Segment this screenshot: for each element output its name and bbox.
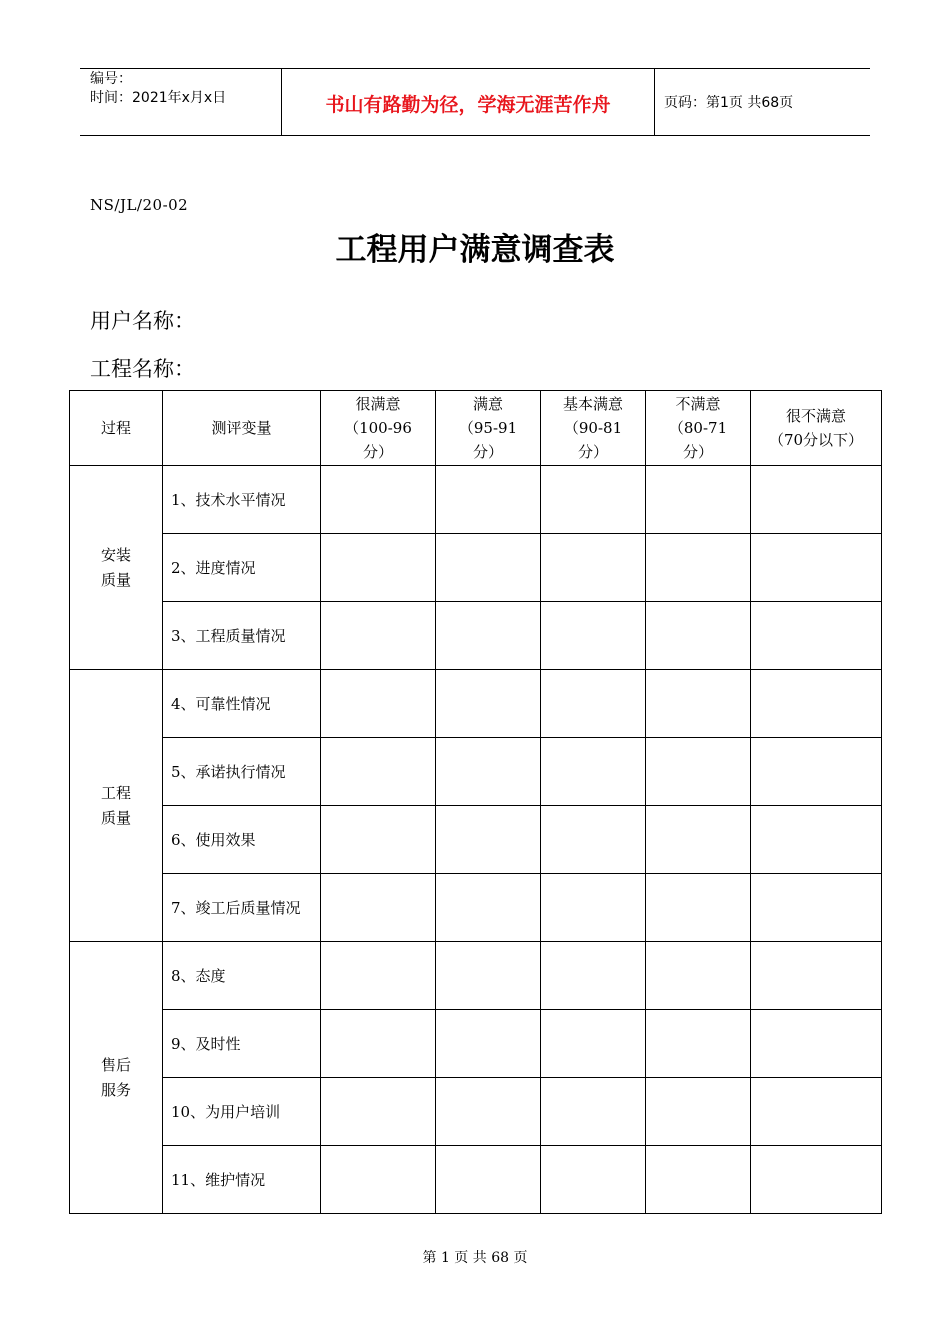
document-code: NS/JL/20-02 bbox=[90, 196, 189, 214]
serial-label: 编号： bbox=[90, 71, 132, 87]
rating-cell[interactable] bbox=[541, 670, 646, 738]
rating-cell[interactable] bbox=[646, 534, 751, 602]
table-row bbox=[70, 738, 882, 806]
time-label: 时间：2021年x月x日 bbox=[90, 90, 227, 106]
rating-cell[interactable] bbox=[541, 806, 646, 874]
rating-cell[interactable] bbox=[321, 602, 436, 670]
rating-cell[interactable] bbox=[321, 534, 436, 602]
rating-cell[interactable] bbox=[541, 534, 646, 602]
header-motto: 书山有路勤为径，学海无涯苦作舟 bbox=[325, 94, 611, 116]
header-page-info: 页码：第1页 共68页 bbox=[664, 95, 794, 111]
variable-label: 10、为用户培训 bbox=[163, 1078, 321, 1146]
rating-cell[interactable] bbox=[541, 602, 646, 670]
rating-cell[interactable] bbox=[321, 1010, 436, 1078]
rating-cell[interactable] bbox=[436, 738, 541, 806]
rating-cell[interactable] bbox=[751, 466, 882, 534]
rating-cell[interactable] bbox=[541, 738, 646, 806]
header-variable: 测评变量 bbox=[163, 391, 321, 466]
rating-cell[interactable] bbox=[751, 1078, 882, 1146]
rating-cell[interactable] bbox=[646, 1010, 751, 1078]
rating-cell[interactable] bbox=[321, 1146, 436, 1214]
table-row bbox=[70, 1146, 882, 1214]
rating-cell[interactable] bbox=[321, 466, 436, 534]
table-row bbox=[70, 466, 882, 534]
project-name-label: 工程名称： bbox=[90, 357, 195, 381]
table-row bbox=[70, 874, 882, 942]
variable-label: 3、工程质量情况 bbox=[163, 602, 321, 670]
table-row bbox=[70, 670, 882, 738]
variable-label: 2、进度情况 bbox=[163, 534, 321, 602]
table-row bbox=[70, 1010, 882, 1078]
rating-cell[interactable] bbox=[436, 1146, 541, 1214]
header-basically-satisfied: 基本满意 （90-81 分） bbox=[541, 391, 646, 466]
rating-cell[interactable] bbox=[321, 670, 436, 738]
table-row bbox=[70, 1078, 882, 1146]
rating-cell[interactable] bbox=[541, 874, 646, 942]
rating-cell[interactable] bbox=[436, 1078, 541, 1146]
page-footer: 第 1 页 共 68 页 bbox=[422, 1250, 528, 1266]
page-title: 工程用户满意调查表 bbox=[335, 232, 615, 268]
variable-label: 8、态度 bbox=[163, 942, 321, 1010]
table-header-row bbox=[70, 391, 882, 466]
rating-cell[interactable] bbox=[751, 1010, 882, 1078]
rating-cell[interactable] bbox=[751, 806, 882, 874]
header-top-rule bbox=[80, 68, 870, 69]
rating-cell[interactable] bbox=[436, 942, 541, 1010]
variable-label: 7、竣工后质量情况 bbox=[163, 874, 321, 942]
table-row bbox=[70, 534, 882, 602]
header-satisfied: 满意 （95-91 分） bbox=[436, 391, 541, 466]
rating-cell[interactable] bbox=[646, 806, 751, 874]
rating-cell[interactable] bbox=[751, 874, 882, 942]
variable-label: 5、承诺执行情况 bbox=[163, 738, 321, 806]
rating-cell[interactable] bbox=[436, 670, 541, 738]
rating-cell[interactable] bbox=[751, 942, 882, 1010]
rating-cell[interactable] bbox=[751, 602, 882, 670]
rating-cell[interactable] bbox=[646, 466, 751, 534]
rating-cell[interactable] bbox=[321, 942, 436, 1010]
rating-cell[interactable] bbox=[646, 670, 751, 738]
rating-cell[interactable] bbox=[751, 534, 882, 602]
rating-cell[interactable] bbox=[321, 738, 436, 806]
process-installation-quality: 安装 质量 bbox=[70, 466, 163, 670]
rating-cell[interactable] bbox=[436, 1010, 541, 1078]
rating-cell[interactable] bbox=[436, 806, 541, 874]
rating-cell[interactable] bbox=[541, 1146, 646, 1214]
table-row bbox=[70, 602, 882, 670]
variable-label: 11、维护情况 bbox=[163, 1146, 321, 1214]
rating-cell[interactable] bbox=[646, 1078, 751, 1146]
rating-cell[interactable] bbox=[541, 1078, 646, 1146]
rating-cell[interactable] bbox=[436, 602, 541, 670]
header-very-satisfied: 很满意 （100-96 分） bbox=[321, 391, 436, 466]
rating-cell[interactable] bbox=[751, 1146, 882, 1214]
variable-label: 1、技术水平情况 bbox=[163, 466, 321, 534]
rating-cell[interactable] bbox=[751, 670, 882, 738]
rating-cell[interactable] bbox=[436, 874, 541, 942]
rating-cell[interactable] bbox=[646, 738, 751, 806]
survey-table bbox=[69, 390, 882, 1214]
rating-cell[interactable] bbox=[751, 738, 882, 806]
variable-label: 9、及时性 bbox=[163, 1010, 321, 1078]
header-divider-right bbox=[654, 68, 655, 136]
rating-cell[interactable] bbox=[541, 1010, 646, 1078]
variable-label: 6、使用效果 bbox=[163, 806, 321, 874]
rating-cell[interactable] bbox=[321, 1078, 436, 1146]
rating-cell[interactable] bbox=[646, 874, 751, 942]
rating-cell[interactable] bbox=[321, 874, 436, 942]
header-very-unsatisfied: 很不满意 （70分以下） bbox=[751, 391, 882, 466]
rating-cell[interactable] bbox=[646, 602, 751, 670]
process-engineering-quality: 工程 质量 bbox=[70, 670, 163, 942]
user-name-label: 用户名称： bbox=[90, 309, 195, 333]
rating-cell[interactable] bbox=[436, 466, 541, 534]
table-row bbox=[70, 942, 882, 1010]
rating-cell[interactable] bbox=[436, 534, 541, 602]
rating-cell[interactable] bbox=[646, 942, 751, 1010]
rating-cell[interactable] bbox=[541, 466, 646, 534]
rating-cell[interactable] bbox=[321, 806, 436, 874]
header-bottom-rule bbox=[80, 135, 870, 136]
rating-cell[interactable] bbox=[541, 942, 646, 1010]
header-meta bbox=[90, 70, 226, 108]
header-process: 过程 bbox=[70, 391, 163, 466]
variable-label: 4、可靠性情况 bbox=[163, 670, 321, 738]
table-row bbox=[70, 806, 882, 874]
process-after-sales-service: 售后 服务 bbox=[70, 942, 163, 1214]
header-unsatisfied: 不满意 （80-71 分） bbox=[646, 391, 751, 466]
rating-cell[interactable] bbox=[646, 1146, 751, 1214]
